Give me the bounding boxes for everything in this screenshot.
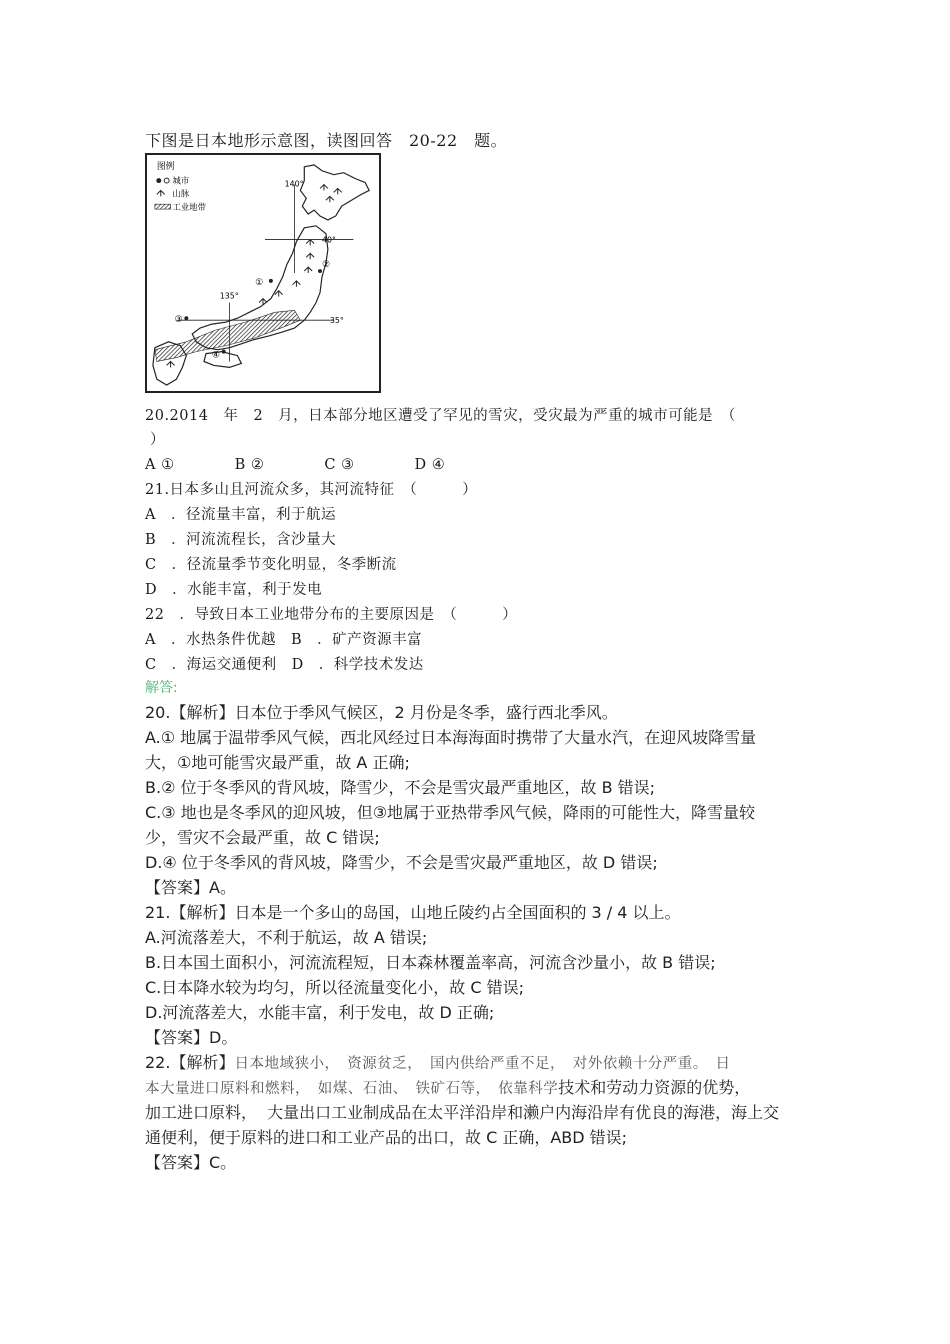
a20-line-5: C.③ 地也是冬季风的迎风坡，但③地属于亚热带季风气候，降雨的可能性大，降雪量较 bbox=[145, 803, 756, 822]
label-40: 40° bbox=[321, 235, 336, 245]
legend-city-circle-icon bbox=[164, 178, 169, 183]
q20-stem-end: ） bbox=[150, 432, 165, 448]
a22-line-3: 加工进口原料， 大量出口工业制成品在太平洋沿岸和濑户内海沿岸有优良的海港，海上交 bbox=[145, 1103, 780, 1122]
a20-line-1: 20.【解析】日本位于季风气候区，2 月份是冬季，盛行西北季风。 bbox=[145, 703, 618, 722]
a22-line-4: 通便利，便于原料的进口和工业产品的出口，故 C 正确，ABD 错误; bbox=[145, 1128, 628, 1147]
a22-line-1 bbox=[145, 1050, 730, 1073]
q22-stem: 22 ．导致日本工业地带分布的主要原因是 （ ） bbox=[145, 607, 518, 623]
a20-line-4: B.② 位于冬季风的背风坡，降雪少，不会是雪灾最严重地区，故 B 错误; bbox=[145, 778, 656, 797]
a21-answer: 【答案】D。 bbox=[145, 1028, 238, 1047]
label-140: 140° bbox=[284, 179, 304, 189]
q21-stem: 21.日本多山且河流众多，其河流特征 （ ） bbox=[145, 482, 478, 498]
a20-line-2: A.① 地属于温带季风气候，西北风经过日本海海面时携带了大量水汽，在迎风坡降雪量 bbox=[145, 728, 757, 747]
a22-line-1-rest: 日本地域狭小， 资源贫乏， 国内供给严重不足， 对外依赖十分严重。 日 bbox=[234, 1056, 731, 1072]
a22-line-1-prefix: 22.【解析】 bbox=[145, 1053, 235, 1072]
city-4-dot bbox=[222, 350, 226, 354]
marker-2: ② bbox=[321, 260, 330, 271]
marker-4: ④ bbox=[211, 350, 220, 361]
q20-stem: 20.2014 年 2 月，日本部分地区遭受了罕见的雪灾，受灾最为严重的城市可能是 （ bbox=[145, 408, 736, 424]
a21-line-2: A.河流落差大，不利于航运，故 A 错误; bbox=[145, 928, 428, 947]
answer-label: 解答: bbox=[145, 680, 178, 696]
hokkaido-outline bbox=[300, 165, 369, 220]
a20-line-6: 少，雪灾不会最严重，故 C 错误; bbox=[145, 828, 380, 847]
a20-line-7: D.④ 位于冬季风的背风坡，降雪少，不会是雪灾最严重地区，故 D 错误; bbox=[145, 853, 658, 872]
intro-text: 下图是日本地形示意图，读图回答 20-22 题。 bbox=[145, 131, 508, 150]
city-3-dot bbox=[184, 316, 188, 320]
a20-answer: 【答案】A。 bbox=[145, 878, 236, 897]
legend-industry-icon bbox=[155, 204, 171, 209]
q21-option-b: B ．河流流程长，含沙量大 bbox=[145, 532, 337, 548]
q21-option-a: A ．径流量丰富，利于航运 bbox=[145, 507, 336, 523]
legend-mountain-label: 山脉 bbox=[172, 188, 190, 199]
label-35: 35° bbox=[329, 316, 344, 326]
q22-options-ab: A ．水热条件优越 B ．矿产资源丰富 bbox=[145, 632, 423, 648]
marker-1: ① bbox=[255, 277, 264, 288]
legend-mountain-icon bbox=[157, 190, 165, 196]
q22-options-cd: C ．海运交通便利 D ．科学技术发达 bbox=[145, 657, 424, 673]
label-135: 135° bbox=[219, 291, 239, 301]
a21-line-5: D.河流落差大，水能丰富，利于发电，故 D 正确; bbox=[145, 1003, 495, 1022]
a21-line-1: 21.【解析】日本是一个多山的岛国，山地丘陵约占全国面积的 3 / 4 以上。 bbox=[145, 903, 681, 922]
marker-3: ③ bbox=[174, 315, 183, 326]
q21-option-d: D ．水能丰富，利于发电 bbox=[145, 582, 323, 598]
legend-title: 图例 bbox=[156, 161, 175, 172]
legend-city-label: 城市 bbox=[172, 175, 190, 186]
a22-line-2-rest: 技术和劳动力资源的优势， bbox=[558, 1078, 751, 1097]
a22-line-2-grey: 本大量进口原料和燃料， 如煤、石油、 铁矿石等， 依靠科学 bbox=[145, 1081, 559, 1097]
legend-industry-label: 工业地带 bbox=[172, 202, 206, 213]
q20-options: A ① B ② C ③ D ④ bbox=[145, 457, 446, 473]
shikoku-outline bbox=[204, 352, 241, 368]
legend-city-dot-icon bbox=[156, 178, 161, 183]
city-1-dot bbox=[269, 279, 273, 283]
japan-map-figure bbox=[147, 155, 379, 391]
a21-line-3: B.日本国土面积小，河流流程短，日本森林覆盖率高，河流含沙量小，故 B 错误; bbox=[145, 953, 716, 972]
a21-line-4: C.日本降水较为均匀，所以径流量变化小，故 C 错误; bbox=[145, 978, 524, 997]
japan-terrain-map bbox=[145, 153, 381, 393]
a22-answer: 【答案】C。 bbox=[145, 1153, 237, 1172]
a20-line-3: 大，①地可能雪灾最严重，故 A 正确; bbox=[145, 753, 410, 772]
a22-line-2 bbox=[145, 1075, 750, 1098]
q21-option-c: C ．径流量季节变化明显，冬季断流 bbox=[145, 557, 397, 573]
